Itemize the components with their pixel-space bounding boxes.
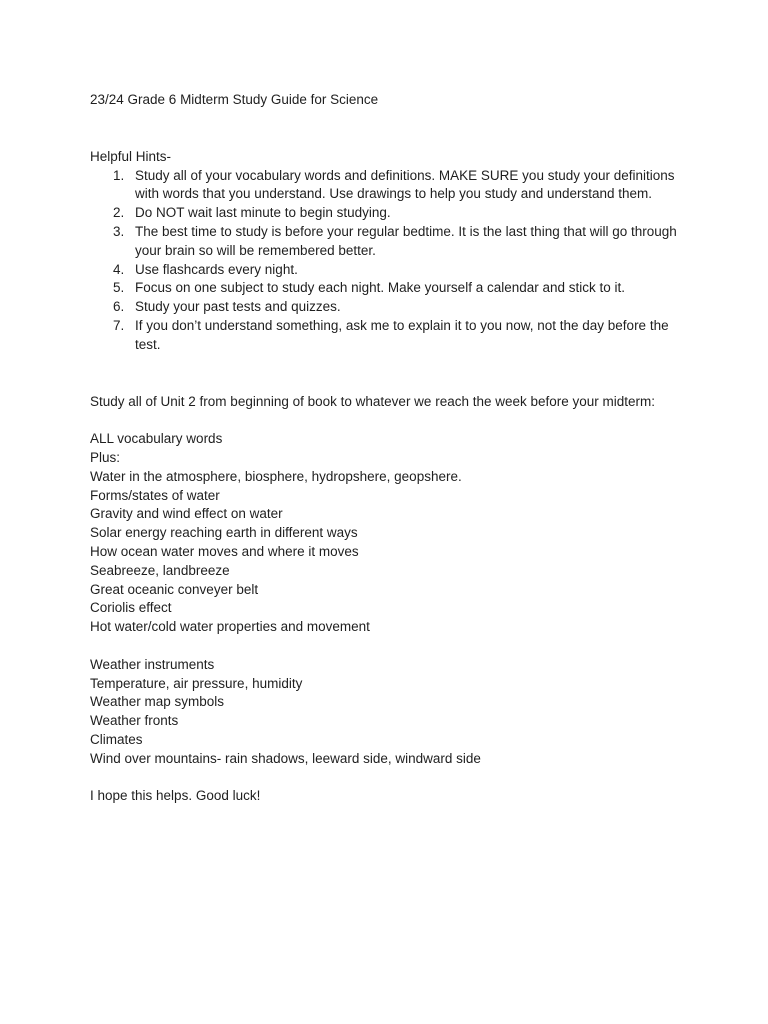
hint-item [90, 167, 690, 205]
document-title: 23/24 Grade 6 Midterm Study Guide for Science [90, 92, 379, 107]
topic-item: Wind over mountains- rain shadows, leeward side, windward side [90, 750, 481, 766]
spacer [90, 637, 690, 656]
hint-number: 7. [113, 317, 125, 333]
unit-intro: Study all of Unit 2 from beginning of book to whatever we reach the week before your midterm: [90, 393, 656, 409]
hint-text: Study all of your vocabulary words and definitions. MAKE SURE you study your definitions with words that you understand. Use drawings to help you study and understand them. [135, 167, 675, 202]
closing-note: I hope this helps. Good luck! [90, 788, 261, 804]
topic-item: Hot water/cold water properties and movement [90, 619, 370, 635]
topic-item: Solar energy reaching earth in different ways [90, 525, 358, 541]
spacer [90, 411, 690, 430]
hint-item [90, 317, 690, 355]
topic-item: Weather instruments [90, 656, 215, 672]
topic-group-ocean [90, 430, 690, 637]
topic-item: Seabreeze, landbreeze [90, 562, 230, 578]
document-page [90, 91, 690, 806]
hint-item [90, 261, 690, 280]
spacer [90, 110, 690, 148]
hints-heading: Helpful Hints- [90, 148, 172, 164]
topic-item: Plus: [90, 449, 121, 465]
hint-number: 6. [113, 299, 125, 315]
topic-item: Forms/states of water [90, 487, 220, 503]
hint-text: Study your past tests and quizzes. [135, 299, 341, 315]
hint-number: 2. [113, 205, 125, 221]
spacer [90, 769, 690, 788]
topic-item: ALL vocabulary words [90, 431, 223, 447]
hint-item [90, 204, 690, 223]
hint-number: 5. [113, 280, 125, 296]
topic-item: Great oceanic conveyer belt [90, 581, 259, 597]
hint-item [90, 223, 690, 261]
topic-item: How ocean water moves and where it moves [90, 543, 359, 559]
topic-item: Gravity and wind effect on water [90, 506, 283, 522]
topic-group-weather [90, 656, 690, 769]
hint-text: Do NOT wait last minute to begin studying. [135, 205, 391, 221]
topic-item: Climates [90, 731, 143, 747]
hint-number: 1. [113, 167, 125, 183]
topic-item: Water in the atmosphere, biosphere, hydropshere, geopshere. [90, 468, 462, 484]
topic-item: Coriolis effect [90, 600, 172, 616]
hint-item [90, 279, 690, 298]
hint-text: Use flashcards every night. [135, 261, 298, 277]
spacer [90, 355, 690, 393]
topic-item: Weather map symbols [90, 694, 225, 710]
hint-text: The best time to study is before your regular bedtime. It is the last thing that will go through your brain so will be remembered better. [135, 223, 677, 258]
topic-item: Weather fronts [90, 713, 179, 729]
topic-item: Temperature, air pressure, humidity [90, 675, 303, 691]
hints-list [90, 167, 690, 355]
hint-item [90, 298, 690, 317]
hint-text: Focus on one subject to study each night. Make yourself a calendar and stick to it. [135, 280, 626, 296]
hint-text: If you don’t understand something, ask me to explain it to you now, not the day before the test. [135, 317, 669, 352]
hint-number: 3. [113, 223, 125, 239]
hint-number: 4. [113, 261, 125, 277]
